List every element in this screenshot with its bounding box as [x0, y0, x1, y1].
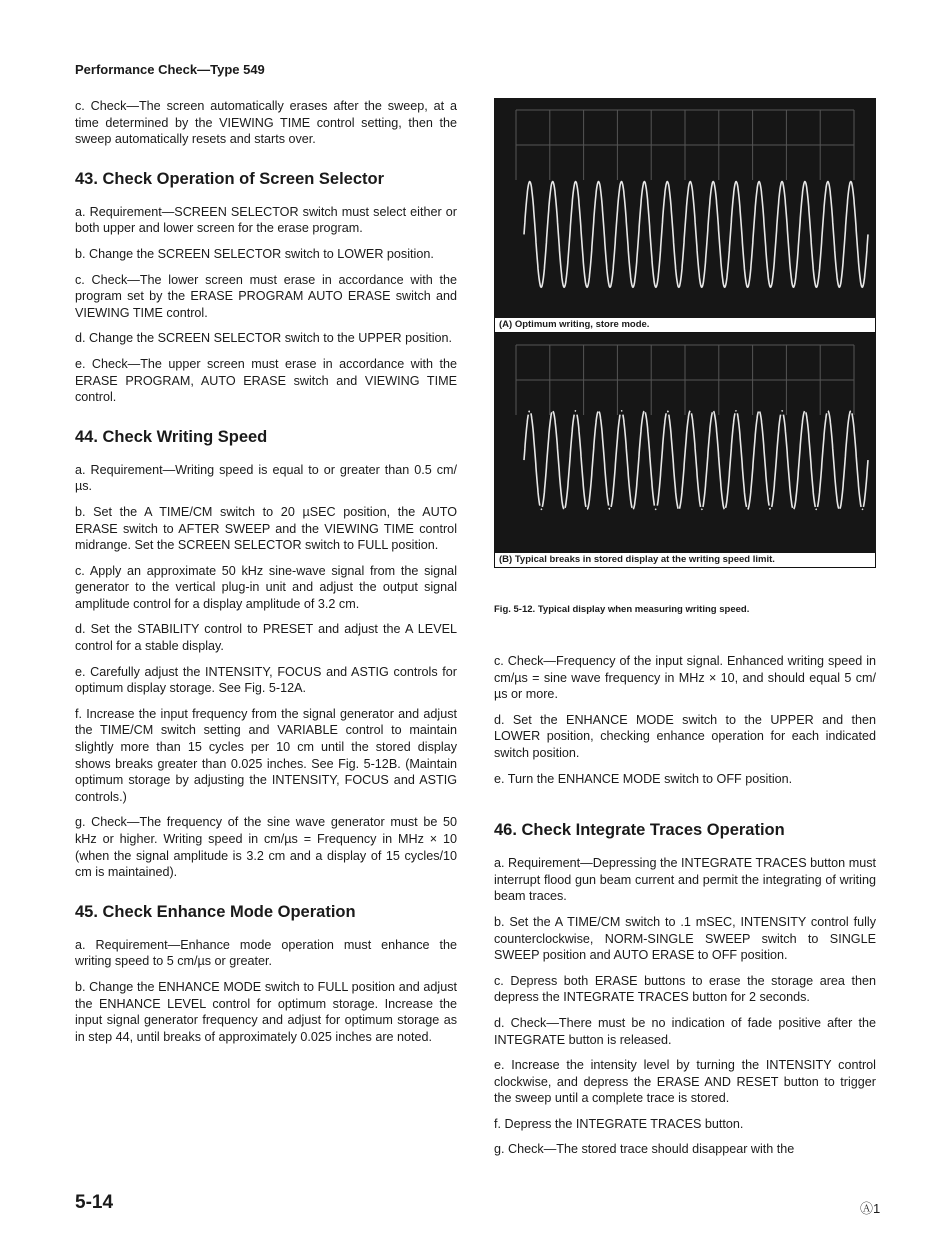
- sine-trace: [587, 412, 598, 510]
- paragraph: f. Depress the INTEGRATE TRACES button.: [494, 1116, 744, 1131]
- paragraph: d. Set the ENHANCE MODE switch to the UPPER and then LOWER position, checking enhance operation for each indicated switch position.: [494, 712, 876, 760]
- left-column: [75, 98, 457, 1054]
- paragraph: g. Check—The stored trace should disappear with the: [494, 1142, 795, 1157]
- panel-b-label: (B) Typical breaks in stored display at the writing speed limit.: [494, 553, 876, 568]
- sine-trace: [816, 509, 817, 510]
- paragraph: c. Check—The screen automatically erases after the sweep, at a time determined by the VIEWING TIME control setting, then the sweep automatically resets and starts over.: [75, 99, 457, 147]
- right-column: [494, 98, 876, 1167]
- paragraph: b. Change the ENHANCE MODE switch to FULL position and adjust the ENHANCE LEVEL control for optimum storage. Increase the input signal generator frequency and adjust for optimum storage as in step 44, until breaks of approximately 0.025 inches are noted.: [75, 979, 457, 1044]
- sine-trace: [691, 413, 700, 507]
- sine-trace: [553, 411, 564, 509]
- sine-trace: [524, 182, 868, 288]
- paragraph: e. Check—The upper screen must erase in accordance with the ERASE PROGRAM, AUTO ERASE switch and VIEWING TIME control.: [75, 356, 457, 405]
- sine-trace: [633, 411, 644, 509]
- sine-trace: [529, 411, 530, 412]
- page-number: 5-14: [75, 1192, 114, 1213]
- sine-trace: [679, 411, 690, 509]
- paragraph: f. Increase the input frequency from the signal generator and adjust the TIME/CM switch setting and VARIABLE control to maintain slightly more than 15 cycles per 10 cm until the stored display shows breaks greater than 0.025 inches. See Fig. 5-12B. (Maintain optimum storage by adjusting the INTENSITY, FOCUS and ASTIG controls.): [75, 706, 457, 804]
- paragraph: c. Depress both ERASE buttons to erase the storage area then depress the INTEGRATE TRACES button for 2 seconds.: [494, 973, 876, 1005]
- revision-mark: Ⓐ1: [860, 1201, 881, 1216]
- sine-trace: [667, 411, 668, 412]
- sine-trace: [609, 508, 610, 509]
- sine-trace: [669, 415, 678, 509]
- sine-trace: [714, 411, 725, 509]
- paragraph: b. Change the SCREEN SELECTOR switch to LOWER position.: [75, 246, 434, 261]
- sine-trace: [794, 411, 805, 509]
- paragraph: c. Apply an approximate 50 kHz sine-wave signal from the signal generator to the vertical plug-in unit and adjust the output signal amplitude control for a display amplitude of 3.2 cm.: [75, 563, 457, 611]
- sine-trace: [599, 412, 609, 506]
- paragraph: e. Turn the ENHANCE MODE switch to OFF position.: [494, 771, 793, 786]
- sine-trace: [565, 415, 574, 508]
- sine-trace: [828, 411, 839, 509]
- sine-trace: [806, 412, 816, 507]
- sine-trace: [852, 413, 861, 507]
- sine-trace: [577, 415, 586, 507]
- graticule: [516, 110, 854, 180]
- paragraph: a. Requirement—SCREEN SELECTOR switch must select either or both upper and lower screen for the erase program.: [75, 204, 457, 236]
- figure-caption: Fig. 5-12. Typical display when measuring writing speed.: [494, 604, 750, 615]
- sine-trace: [531, 413, 540, 505]
- sine-trace: [783, 415, 792, 508]
- sine-trace: [863, 460, 868, 507]
- paragraph: e. Increase the intensity level by turning the INTENSITY control clockwise, and depress the ERASE AND RESET button to trigger the sweep until a complete trace is stored.: [494, 1058, 876, 1106]
- sine-trace: [818, 413, 827, 507]
- section-title-46: 46. Check Integrate Traces Operation: [494, 821, 785, 840]
- waveform-a: [494, 98, 876, 318]
- sine-trace: [736, 411, 737, 412]
- paragraph: g. Check—The frequency of the sine wave generator must be 50 kHz or higher. Writing speed in cm/µs = Frequency in MHz × 10 (when the signal amplitude is 3.2 cm and a display of 15 cycles/10 cm is maintained).: [75, 815, 457, 880]
- sine-trace: [703, 412, 712, 507]
- sine-trace: [770, 508, 771, 509]
- paragraph: e. Carefully adjust the INTENSITY, FOCUS and ASTIG controls for optimum display storage. See Fig. 5-12A.: [75, 664, 457, 696]
- panel-a-label: (A) Optimum writing, store mode.: [494, 318, 876, 333]
- sine-trace: [862, 509, 863, 510]
- sine-trace: [542, 412, 552, 507]
- section-title-44: 44. Check Writing Speed: [75, 427, 268, 446]
- paragraph: a. Requirement—Depressing the INTEGRATE TRACES button must interrupt flood gun beam current and permit the integrating of writing beam traces.: [494, 856, 876, 904]
- paragraph: a. Requirement—Enhance mode operation must enhance the writing speed to 5 cm/µs or greater.: [75, 937, 457, 969]
- sine-trace: [623, 415, 632, 508]
- scope-photo-a: [494, 98, 876, 318]
- paragraph: d. Check—There must be no indication of fade positive after the INTEGRATE button is released.: [494, 1015, 876, 1047]
- sine-trace: [655, 509, 656, 510]
- sine-trace: [611, 415, 620, 507]
- paragraph: c. Check—The lower screen must erase in accordance with the program set by the ERASE PROGRAM AUTO ERASE switch and VIEWING TIME control.: [75, 272, 457, 320]
- paragraph: a. Requirement—Writing speed is equal to or greater than 0.5 cm/µs.: [75, 462, 457, 494]
- sine-trace: [772, 415, 781, 507]
- paragraph: d. Change the SCREEN SELECTOR switch to the UPPER position.: [75, 331, 453, 346]
- sine-trace: [782, 411, 783, 412]
- sine-trace: [701, 509, 702, 510]
- sine-trace: [621, 411, 622, 412]
- section-title-43: 43. Check Operation of Screen Selector: [75, 169, 385, 188]
- sine-trace: [726, 413, 736, 508]
- section-title-45: 45. Check Enhance Mode Operation: [75, 902, 356, 921]
- paragraph: d. Set the STABILITY control to PRESET and adjust the A LEVEL control for a stable display.: [75, 622, 457, 654]
- page-header: Performance Check—Type 549: [75, 62, 265, 77]
- sine-trace: [737, 413, 746, 507]
- paragraph: b. Set the A TIME/CM switch to 20 µSEC position, the AUTO ERASE switch to AFTER SWEEP and the VIEWING TIME control midrange. Set the SCREEN SELECTOR switch to FULL position.: [75, 504, 457, 553]
- sine-trace: [645, 412, 654, 505]
- sine-trace: [541, 509, 542, 510]
- scope-photo-b: [494, 333, 876, 553]
- paragraph: b. Set the A TIME/CM switch to .1 mSEC, INTENSITY control fully counterclockwise, NORM-SINGLE SWEEP switch to SINGLE SWEEP position and AUTO ERASE to OFF position.: [494, 914, 876, 963]
- waveform-b: [494, 333, 876, 538]
- sine-trace: [840, 411, 851, 509]
- sine-trace: [575, 411, 576, 412]
- sine-trace: [524, 415, 528, 461]
- figure-5-12: [494, 98, 876, 615]
- sine-trace: [657, 413, 666, 505]
- sine-trace: [760, 412, 770, 506]
- sine-trace: [748, 412, 759, 510]
- paragraph: c. Check—Frequency of the input signal. Enhanced writing speed in cm/µs = sine wave frequency in MHz × 10, and should equal 5 cm/µs or more.: [494, 654, 876, 702]
- graticule: [516, 345, 854, 415]
